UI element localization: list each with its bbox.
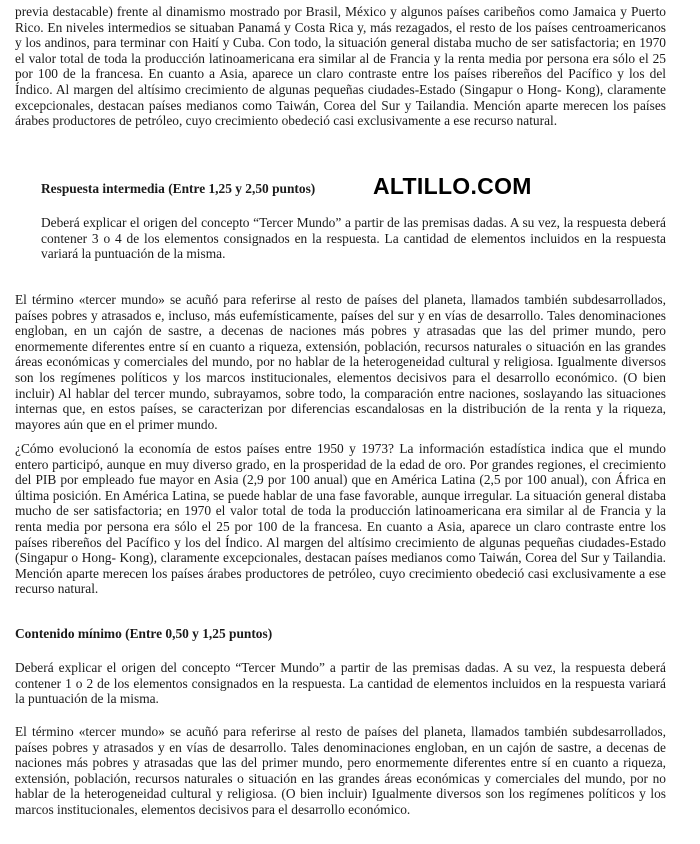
intermediate-answer-paragraph-1: El término «tercer mundo» se acuñó para referirse al resto de países del planeta, llamados también subdesarrollados, países pobres y atrasados e, incluso, más eufemísticamente, países del sur y en vías de desarrollo. Tales denominaciones engloban, en un cajón de sastre, a decenas de naciones más pobres y atrasadas que las del primer mundo, pero enormemente diferentes entre sí en cuanto a riqueza, extensión, población, recursos naturales o situación en las grandes áreas económicas y comerciales del mundo, por no hablar de la heterogeneidad cultural y religiosa. Igualmente diversos son los regímenes políticos y los marcos institucionales, elementos decisivos para el desarrollo económico. (O bien incluir) Al hablar del tercer mundo, subrayamos, sobre todo, la comparación entre naciones, soslayando las situaciones internas que, en estos países, se caracterizan por diferencias escandalosas en la distribución de la renta y la riqueza, mayores aún que en el primer mundo. (15, 292, 666, 432)
intermediate-instruction: Deberá explicar el origen del concepto “Tercer Mundo” a partir de las premisas dadas. A su vez, la respuesta deberá contener 3 o 4 de los elementos consignados en la respuesta. La cantidad de elementos incluidos en la respuesta variará la puntuación de la misma. (41, 215, 666, 262)
minimum-instruction: Deberá explicar el origen del concepto “Tercer Mundo” a partir de las premisas dadas. A su vez, la respuesta deberá contener 1 o 2 de los elementos consignados en la respuesta. La cantidad de elementos incluidos en la respuesta variará la puntuación de la misma. (15, 660, 666, 707)
intermediate-answer-paragraph-2: ¿Cómo evolucionó la economía de estos países entre 1950 y 1973? La información estadística indica que el mundo entero participó, aunque en muy diverso grado, en la prosperidad de la edad de oro. Por grandes regiones, el crecimiento del PIB por empleado fue mayor en Asia (2,9 por 100 anual) que en América Latina (2,5 por 100 anual), con África en última posición. En América Latina, se puede hablar de una fase favorable, aunque irregular. La situación general distaba mucho de ser satisfactoria; en 1970 el valor total de toda la producción latinoamericana era similar al de Francia y la renta media por persona era sólo el 25 por 100 de la francesa. En cuanto a Asia, aparece un claro contraste entre los países ribereños del Pacífico y los del Índico. Al margen del altísimo crecimiento de algunas pequeñas ciudades-Estado (Singapur o Hong- Kong), claramente excepcionales, destacan países medianos como Taiwán, Corea del Sur y Tailandia. Mención aparte merecen los países árabes productores de petróleo, cuyo crecimiento obedeció casi exclusivamente a ese recurso natural. (15, 441, 666, 597)
altillo-watermark: ALTILLO.COM (373, 173, 532, 199)
minimum-heading: Contenido mínimo (Entre 0,50 y 1,25 puntos) (15, 626, 273, 641)
minimum-answer-paragraph: El término «tercer mundo» se acuñó para referirse al resto de países del planeta, llamados también subdesarrollados, países pobres y atrasados y en vías de desarrollo. Tales denominaciones engloban, en un cajón de sastre, a decenas de naciones más pobres y atrasadas que las del primer mundo, pero enormemente diferentes entre sí en cuanto a riqueza, extensión, población, recursos naturales o situación en las grandes áreas económicas y comerciales del mundo, por no hablar de la heterogeneidad cultural y religiosa. (O bien incluir) Igualmente diversos son los regímenes políticos y los marcos institucionales, elementos decisivos para el desarrollo económico. (15, 724, 666, 817)
intermediate-heading: Respuesta intermedia (Entre 1,25 y 2,50 puntos) (41, 181, 316, 196)
intro-paragraph: previa destacable) frente al dinamismo mostrado por Brasil, México y algunos países caribeños como Jamaica y Puerto Rico. En niveles intermedios se situaban Panamá y Costa Rica y, más rezagados, el resto de los países centroamericanos y los andinos, para terminar con Haití y Cuba. Con todo, la situación general distaba mucho de ser satisfactoria; en 1970 el valor total de toda la producción latinoamericana era similar al de Francia y la renta media por persona era sólo el 25 por 100 de la francesa. En cuanto a Asia, aparece un claro contraste entre los países ribereños del Pacífico y los del Índico. Al margen del altísimo crecimiento de algunas pequeñas ciudades-Estado (Singapur o Hong- Kong), claramente excepcionales, destacan países medianos como Taiwán, Corea del Sur y Tailandia. Mención aparte merecen los países árabes productores de petróleo, cuyo crecimiento obedeció casi exclusivamente a ese recurso natural. (15, 4, 666, 129)
